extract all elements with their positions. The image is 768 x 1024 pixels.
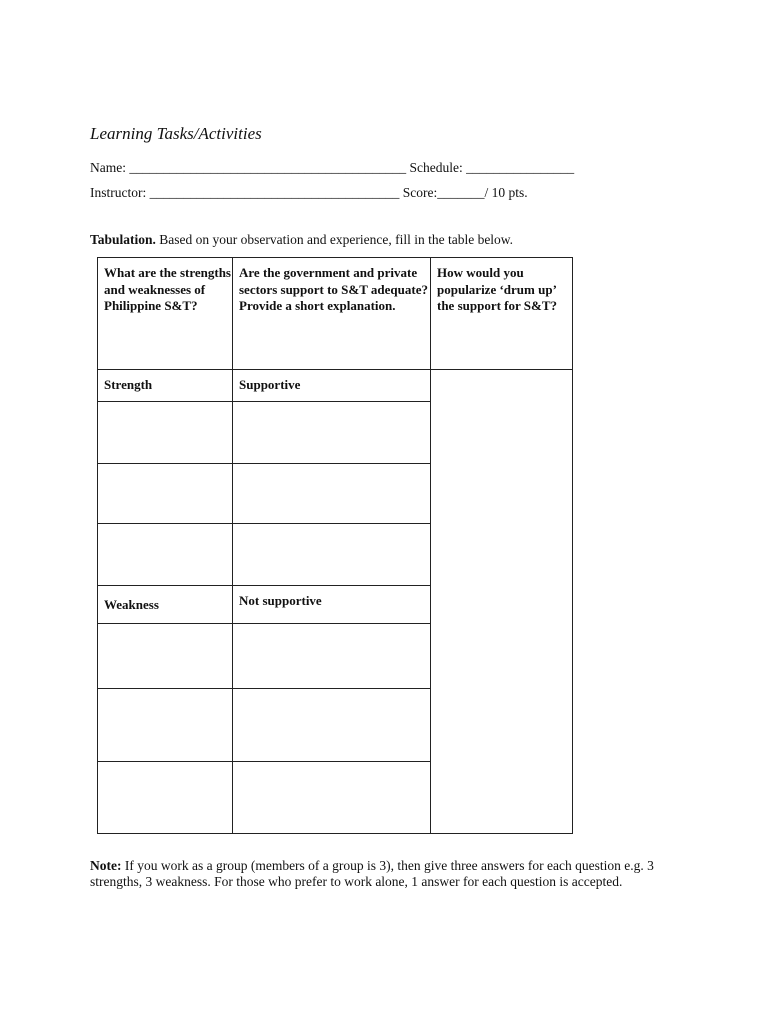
score-suffix: / 10 pts. — [484, 185, 528, 200]
supportive-label: Supportive — [233, 370, 431, 402]
header-support-adequate: Are the government and private sectors support to S&T adequate? Provide a short explanation. — [233, 258, 431, 370]
tabulation-label: Tabulation. — [90, 232, 156, 247]
header-strengths-weaknesses: What are the strengths and weaknesses of Philippine S&T? — [98, 258, 233, 370]
tabulation-instruction — [90, 232, 513, 248]
instructor-label: Instructor: — [90, 185, 147, 200]
note-text: If you work as a group (members of a group is 3), then give three answers for each question e.g. 3 strengths, 3 weakness. For those who prefer to work alone, 1 answer for each question is accepted. — [90, 858, 654, 889]
instructor-line — [90, 185, 528, 201]
not-supportive-answer-cell[interactable] — [233, 624, 431, 689]
not-supportive-label: Not supportive — [233, 586, 431, 624]
not-supportive-answer-cell[interactable] — [233, 689, 431, 762]
tabulation-text: Based on your observation and experience, fill in the table below. — [159, 232, 514, 247]
weakness-label: Weakness — [98, 586, 233, 624]
strength-answer-cell[interactable] — [98, 402, 233, 464]
note — [90, 858, 680, 890]
score-field[interactable]: _______ — [437, 185, 485, 200]
weakness-answer-cell[interactable] — [98, 762, 233, 834]
name-label: Name: — [90, 160, 126, 175]
strength-label: Strength — [98, 370, 233, 402]
schedule-field[interactable]: ________________ — [466, 160, 575, 175]
not-supportive-answer-cell[interactable] — [233, 762, 431, 834]
note-label: Note: — [90, 858, 122, 873]
weakness-answer-cell[interactable] — [98, 689, 233, 762]
strength-answer-cell[interactable] — [98, 464, 233, 524]
name-field[interactable]: _________________________________________ — [129, 160, 407, 175]
supportive-answer-cell[interactable] — [233, 402, 431, 464]
schedule-label: Schedule: — [409, 160, 463, 175]
weakness-answer-cell[interactable] — [98, 624, 233, 689]
page-title: Learning Tasks/Activities — [90, 124, 262, 143]
strength-answer-cell[interactable] — [98, 524, 233, 586]
popularize-answer-cell[interactable] — [431, 370, 573, 834]
header-popularize: How would you popularize ‘drum up’ the support for S&T? — [431, 258, 573, 370]
supportive-answer-cell[interactable] — [233, 464, 431, 524]
score-label: Score: — [402, 185, 438, 200]
name-line — [90, 160, 574, 176]
tabulation-table — [97, 257, 573, 834]
supportive-answer-cell[interactable] — [233, 524, 431, 586]
instructor-field[interactable]: _____________________________________ — [149, 185, 400, 200]
